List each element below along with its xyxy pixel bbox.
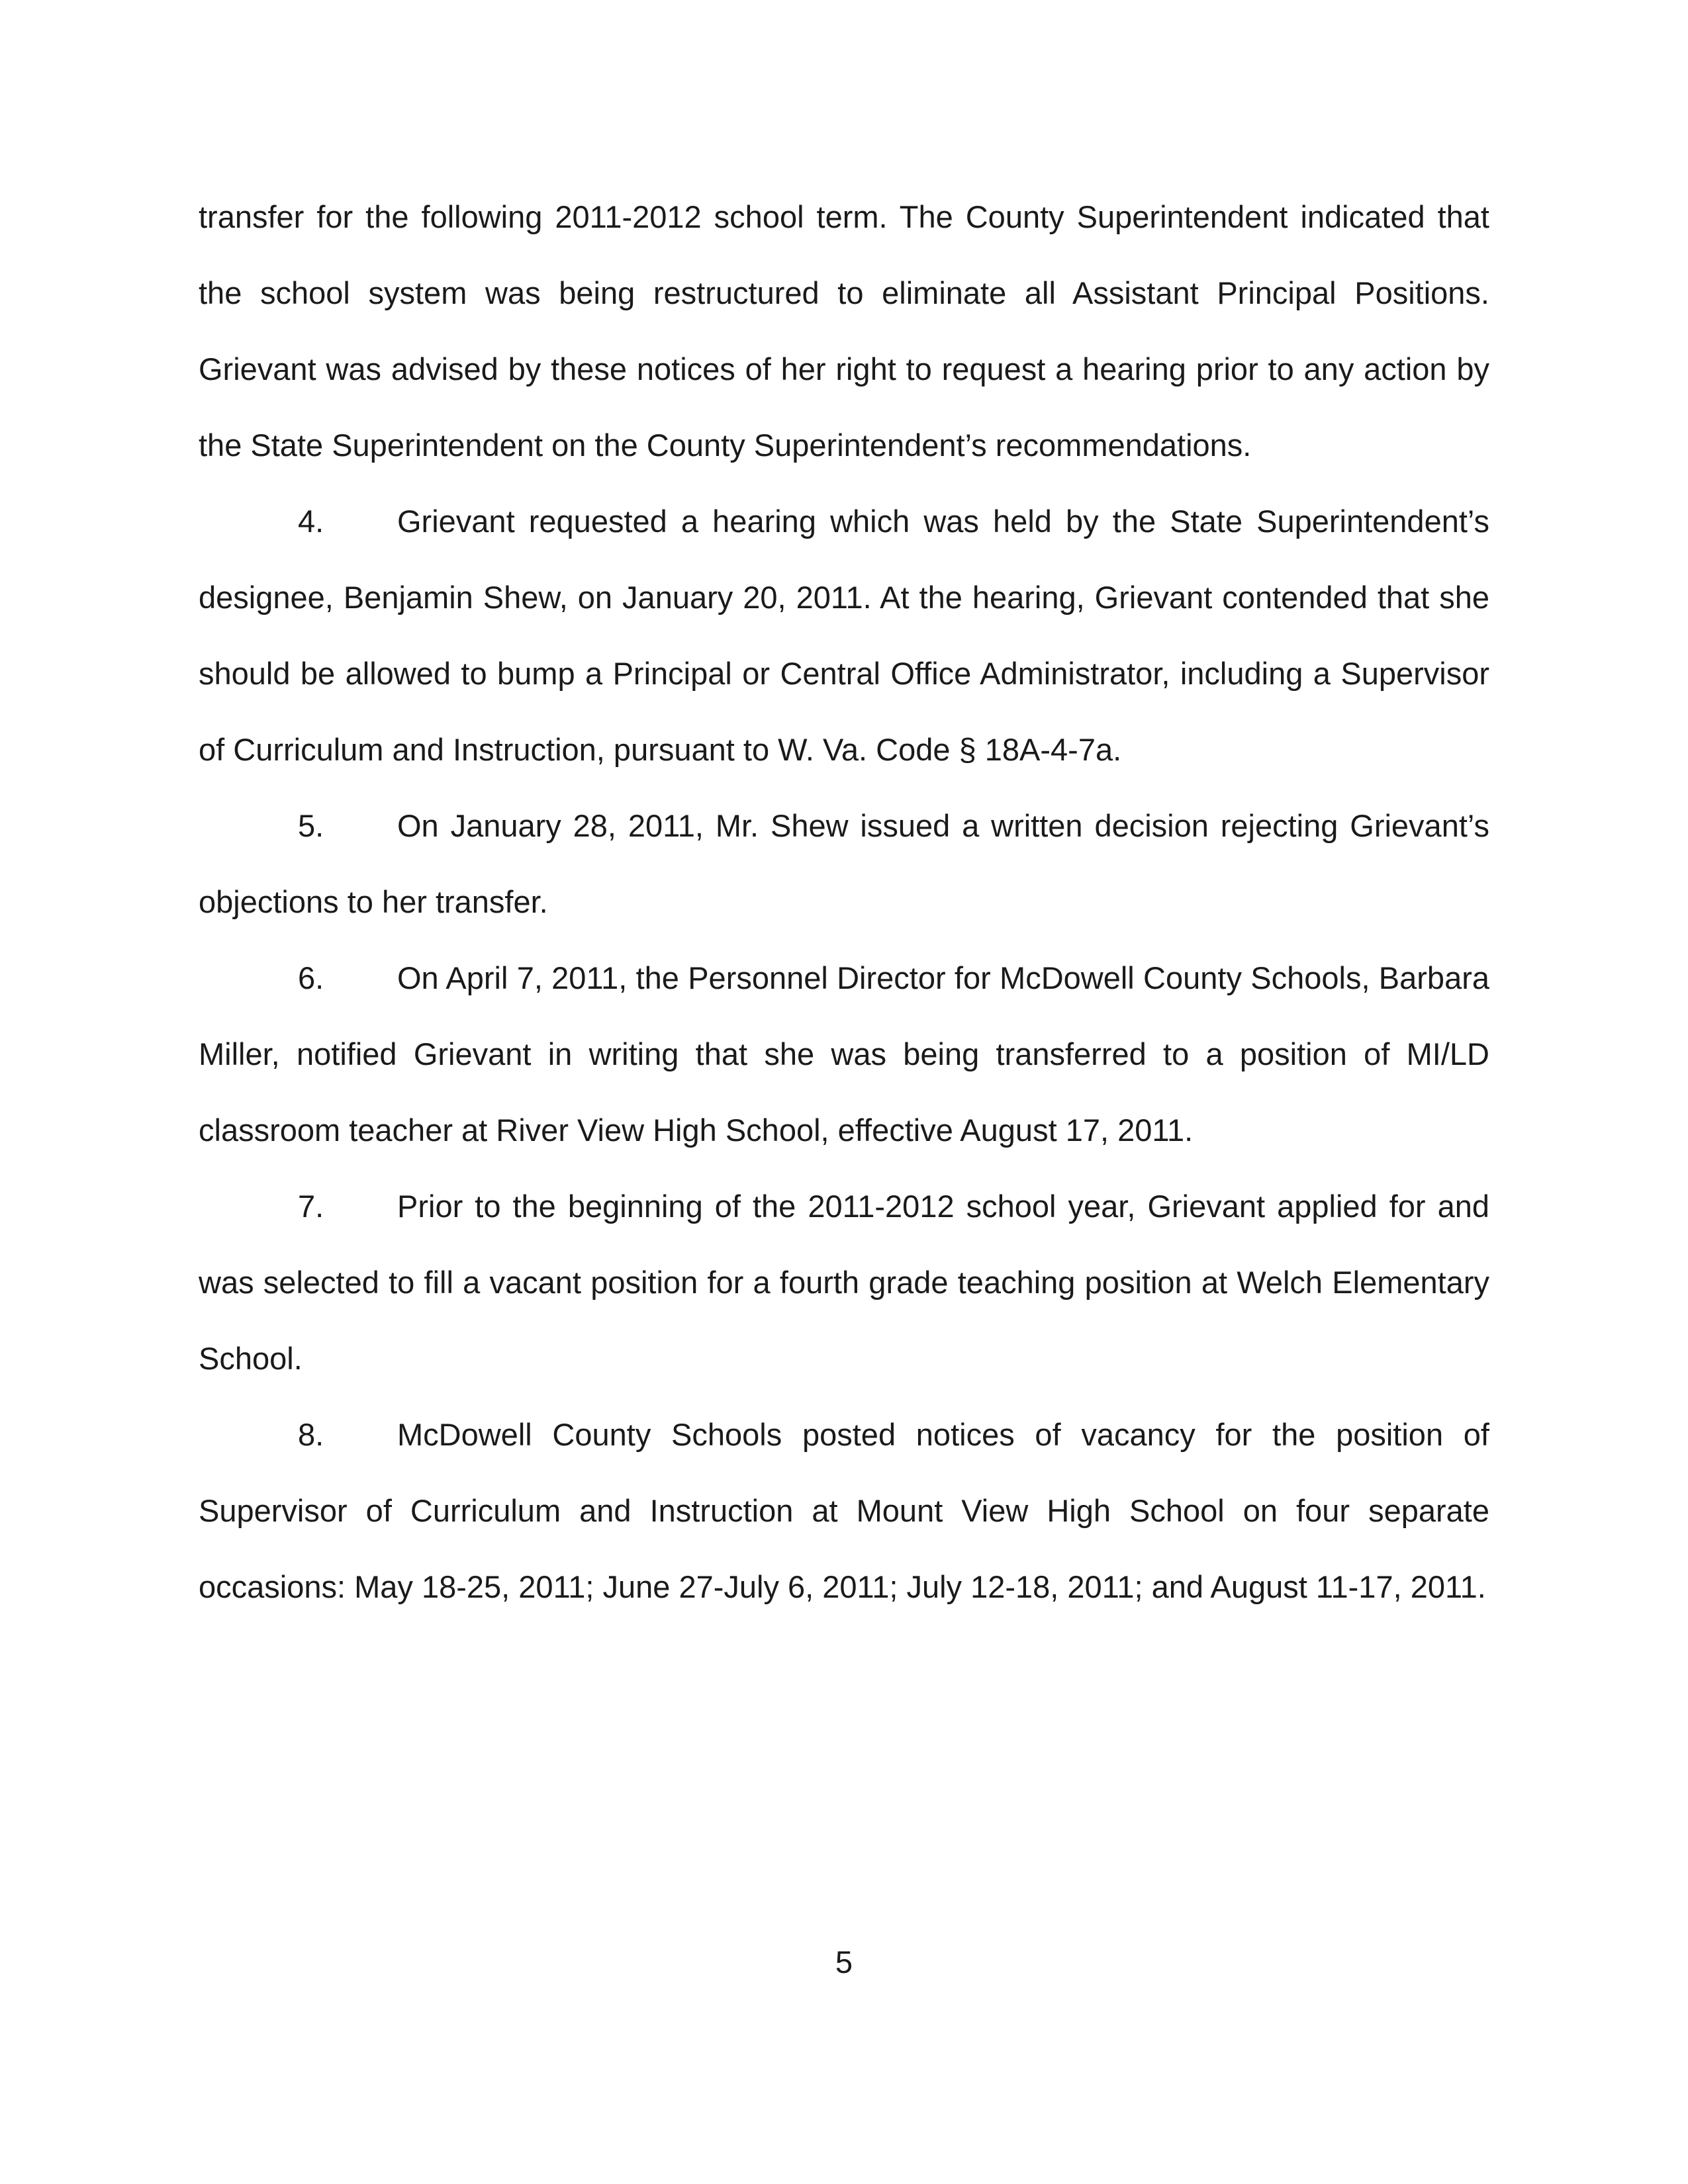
paragraph-number: 5. — [298, 808, 324, 843]
paragraph-number: 8. — [298, 1417, 324, 1452]
document-body — [199, 179, 1489, 1625]
paragraph-number: 7. — [298, 1189, 324, 1224]
paragraph-text: Prior to the beginning of the 2011-2012 school year, Grievant applied for and was selected to fill a vacant position for a fourth grade teaching position at Welch Elementary School. — [199, 1189, 1489, 1376]
paragraph-4 — [199, 483, 1489, 788]
paragraph-6 — [199, 940, 1489, 1168]
paragraph-7 — [199, 1168, 1489, 1396]
paragraph-number: 4. — [298, 504, 324, 539]
paragraph-number: 6. — [298, 960, 324, 995]
paragraph-text: On April 7, 2011, the Personnel Director for McDowell County Schools, Barbara Miller, notified Grievant in writing that she was being transferred to a position of MI/LD classroom teacher at River View High School, effective August 17, 2011. — [199, 960, 1489, 1148]
paragraph-continuation — [199, 179, 1489, 483]
paragraph-text: McDowell County Schools posted notices of vacancy for the position of Supervisor of Curriculum and Instruction at Mount View High School on four separate occasions: May 18-25, 2011; June 27-July 6, 2011; July 12-18, 2011; and August 11-17, 2011. — [199, 1417, 1489, 1604]
paragraph-text: On January 28, 2011, Mr. Shew issued a written decision rejecting Grievant’s objections to her transfer. — [199, 808, 1489, 919]
paragraph-8 — [199, 1396, 1489, 1625]
page-number: 5 — [835, 1944, 853, 1979]
paragraph-text: Grievant requested a hearing which was held by the State Superintendent’s designee, Benjamin Shew, on January 20, 2011. At the hearing, Grievant contended that she should be allowed to bump a Principal or Central Office Administrator, including a Supervisor of Curriculum and Instruction, pursuant to W. Va. Code § 18A-4-7a. — [199, 504, 1489, 767]
paragraph-5 — [199, 788, 1489, 940]
paragraph-text: transfer for the following 2011-2012 school term. The County Superintendent indicated that the school system was being restructured to eliminate all Assistant Principal Positions. Grievant was advised by these notices of her right to request a hearing prior to any action by the State Superintendent on the County Superintendent’s recommendations. — [199, 199, 1489, 463]
